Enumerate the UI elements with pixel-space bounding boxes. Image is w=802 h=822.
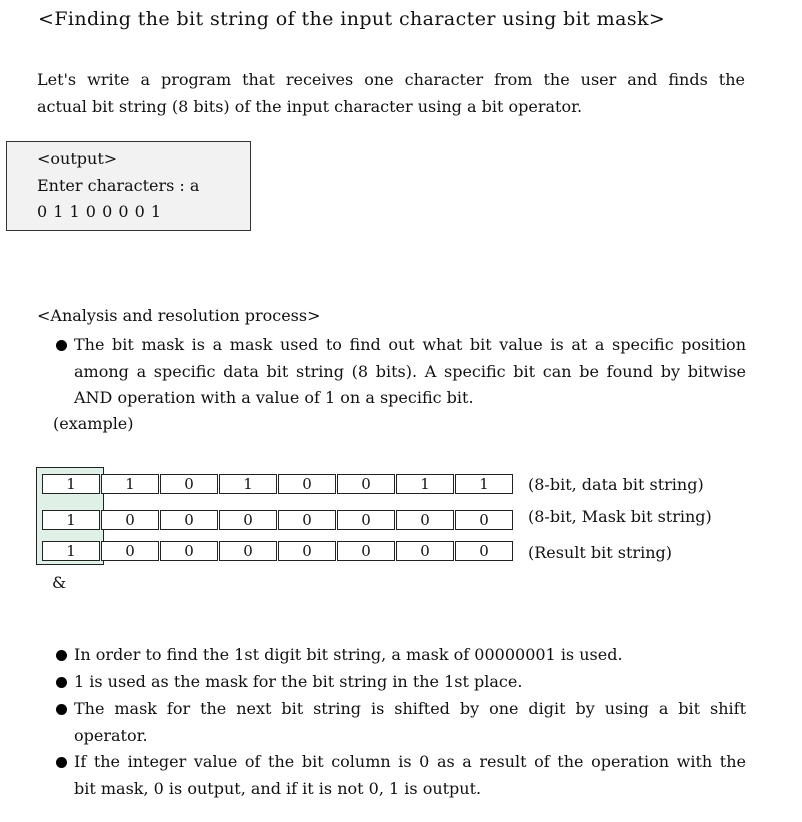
bullet-bit-mask-definition bbox=[54, 332, 746, 412]
bit-cell: 0 bbox=[337, 541, 395, 561]
bit-cell: 1 bbox=[101, 474, 159, 494]
data-bit-row-label: (8-bit, data bit string) bbox=[528, 475, 704, 494]
bullet-text bbox=[74, 669, 746, 696]
bit-cell: 0 bbox=[160, 541, 218, 561]
bit-cell: 0 bbox=[337, 510, 395, 530]
output-prompt-line: Enter characters : a bbox=[37, 176, 200, 195]
bullet-text bbox=[74, 332, 746, 412]
bullet-icon bbox=[56, 650, 67, 661]
bullet-text bbox=[74, 642, 746, 669]
bullet-first-place-mask bbox=[54, 669, 746, 696]
bullet-icon bbox=[56, 704, 67, 715]
bullet-line: bit mask, 0 is output, and if it is not 0, 1 is output. bbox=[74, 778, 482, 798]
bit-cell: 0 bbox=[455, 541, 513, 561]
bit-cell: 0 bbox=[160, 474, 218, 494]
bit-cell: 1 bbox=[219, 474, 277, 494]
analysis-heading: <Analysis and resolution process> bbox=[37, 306, 321, 325]
bit-cell: 1 bbox=[455, 474, 513, 494]
bit-cell: 1 bbox=[42, 474, 100, 494]
intro-paragraph bbox=[37, 66, 745, 120]
bit-cell: 0 bbox=[278, 541, 336, 561]
bullet-first-digit-mask bbox=[54, 642, 746, 669]
bullet-line: The mask for the next bit string is shifted by one digit by using a bit shift bbox=[74, 699, 746, 718]
bullet-line: 1 is used as the mask for the bit string in the 1st place. bbox=[74, 672, 523, 691]
mask-bit-row-label: (8-bit, Mask bit string) bbox=[528, 507, 712, 526]
bit-cell: 0 bbox=[101, 541, 159, 561]
bullet-icon bbox=[56, 757, 67, 768]
bit-cell: 0 bbox=[396, 510, 454, 530]
page-title: <Finding the bit string of the input character using bit mask> bbox=[38, 8, 666, 30]
bullet-shift-operator bbox=[54, 696, 746, 749]
result-bit-row-label: (Result bit string) bbox=[528, 543, 672, 562]
output-result-line: 0 1 1 0 0 0 0 1 bbox=[37, 202, 162, 221]
bit-cell: 0 bbox=[219, 510, 277, 530]
bit-cell: 0 bbox=[278, 510, 336, 530]
result-bit-row bbox=[42, 541, 514, 563]
output-box bbox=[6, 141, 251, 231]
bullet-text bbox=[74, 696, 746, 749]
bullet-line: In order to find the 1st digit bit string, a mask of 00000001 is used. bbox=[74, 645, 623, 664]
intro-line-1: Let's write a program that receives one character from the user and finds the bbox=[37, 70, 745, 89]
bit-cell: 0 bbox=[278, 474, 336, 494]
mask-bit-row bbox=[42, 510, 514, 532]
data-bit-row bbox=[42, 474, 514, 496]
bit-cell: 0 bbox=[219, 541, 277, 561]
bullet-line: If the integer value of the bit column is 0 as a result of the operation with the bbox=[74, 752, 746, 771]
bit-cell: 1 bbox=[42, 541, 100, 561]
bullet-icon bbox=[56, 677, 67, 688]
example-label: (example) bbox=[53, 414, 134, 433]
bullet-line: AND operation with a value of 1 on a specific bit. bbox=[74, 388, 474, 407]
bullet-line: operator. bbox=[74, 725, 148, 745]
bullet-output-rule bbox=[54, 749, 746, 802]
intro-line-2: actual bit string (8 bits) of the input character using a bit operator. bbox=[37, 97, 583, 116]
bit-cell: 0 bbox=[337, 474, 395, 494]
bit-cell: 1 bbox=[396, 474, 454, 494]
bit-cell: 1 bbox=[42, 510, 100, 530]
bullet-text bbox=[74, 749, 746, 802]
bullet-line: The bit mask is a mask used to find out what bit value is at a specific position bbox=[74, 335, 746, 354]
output-heading: <output> bbox=[37, 149, 118, 168]
bit-cell: 0 bbox=[455, 510, 513, 530]
bit-cell: 0 bbox=[396, 541, 454, 561]
and-operator-symbol: & bbox=[52, 573, 67, 592]
bullet-icon bbox=[56, 340, 67, 351]
bullet-line: among a specific data bit string (8 bits). A specific bit can be found by bitwise bbox=[74, 361, 746, 381]
bit-cell: 0 bbox=[101, 510, 159, 530]
bit-cell: 0 bbox=[160, 510, 218, 530]
